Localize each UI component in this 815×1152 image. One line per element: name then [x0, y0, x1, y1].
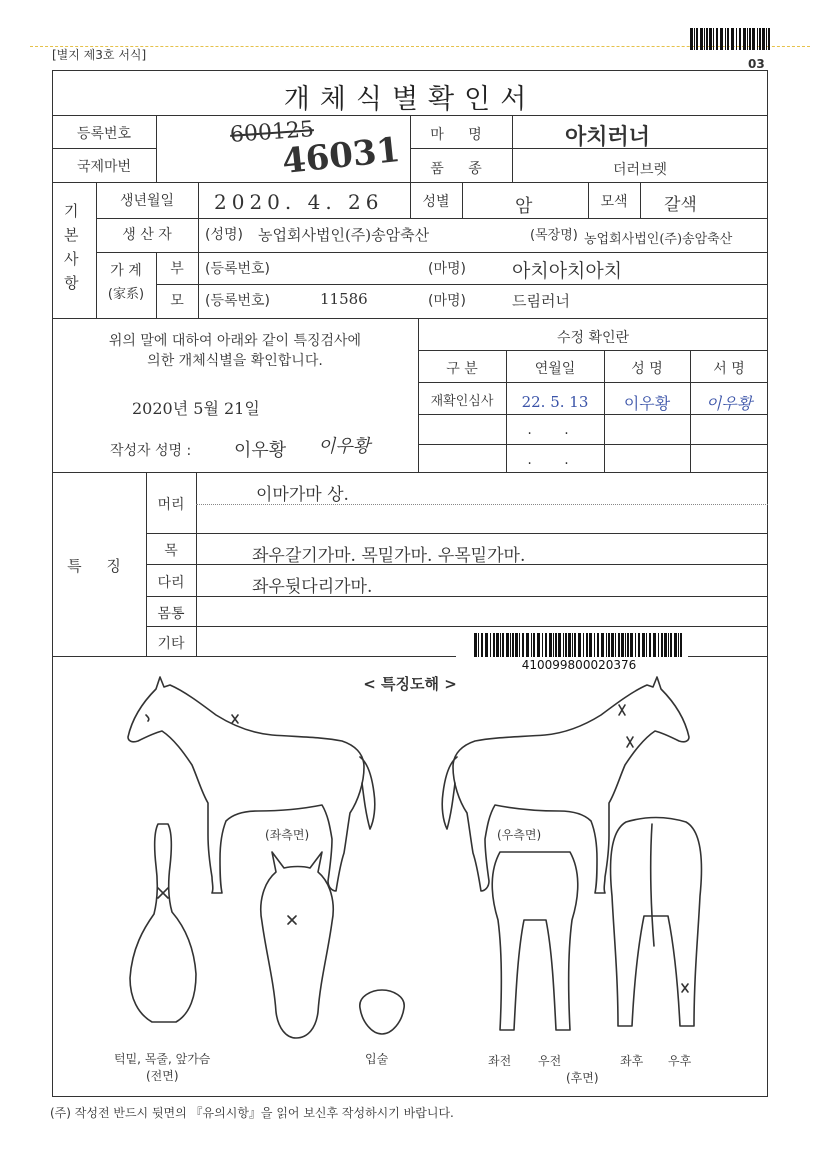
lip-label: 입술 — [365, 1052, 389, 1066]
left-side-label: (좌측면) — [265, 828, 310, 842]
statement-line-2: 의한 개체식별을 확인합니다. — [147, 353, 323, 369]
horse-head-front — [252, 842, 342, 1042]
color-value: 갈색 — [664, 195, 697, 215]
legs-value: 좌우뒷다리가마. — [252, 577, 373, 597]
intl-no-label: 국제마번 — [76, 159, 132, 175]
sire-name-label: (마명) — [428, 261, 466, 277]
sire-reg-label: (등록번호) — [205, 261, 271, 277]
horse-name-value: 아치러너 — [565, 124, 651, 150]
form-number: [별지 제3호 서식] — [52, 48, 147, 62]
reg-no-struck: 600125 — [229, 117, 315, 148]
footer-note: (주) 작성전 반드시 뒷면의 『유의시항』을 읽어 보신후 작성하시기 바랍니다. — [50, 1106, 454, 1120]
farm-value: 농업회사법인(주)송암축산 — [584, 232, 733, 247]
other-label: 기타 — [157, 636, 185, 652]
writer-label: 작성자 성명 : — [110, 443, 192, 459]
revision-row-1-name: 이우황 — [623, 394, 671, 413]
basic-section-label-1: 기 — [64, 202, 79, 220]
sire-name-value: 아치아치아치 — [512, 260, 623, 282]
revision-col-name: 성 명 — [631, 361, 663, 377]
breed-value: 더러브렛 — [612, 162, 668, 178]
birth-value: 2020. 4. 26 — [214, 190, 384, 214]
page-title: 개체식별확인서 — [283, 84, 537, 115]
page-number: 03 — [748, 57, 765, 71]
left-front-label: 좌전 — [488, 1054, 512, 1068]
revision-col-sign: 서 명 — [713, 361, 745, 377]
revision-row-3-date: . . — [527, 452, 583, 468]
writer-name: 이우황 — [234, 440, 287, 461]
features-section-label: 특 징 — [67, 557, 131, 575]
statement-line-1: 위의 말에 대하여 아래와 같이 특징검사에 — [108, 333, 362, 349]
horse-chest-view — [124, 818, 204, 1038]
producer-label: 생 산 자 — [122, 227, 172, 243]
birth-label: 생년월일 — [119, 193, 175, 209]
body-label: 몸통 — [157, 606, 185, 622]
mid-barcode — [474, 633, 684, 657]
sex-label: 성별 — [422, 194, 450, 210]
confirm-date: 2020년 5월 21일 — [132, 399, 260, 418]
dam-name-value: 드림러너 — [512, 292, 570, 310]
basic-section-label-2: 본 — [64, 226, 79, 244]
producer-name-label: (성명) — [205, 227, 243, 243]
reg-no-value: 46031 — [280, 129, 403, 183]
neck-value: 좌우갈기가마. 목밑가마. 우목밑가마. — [252, 546, 526, 566]
revision-title: 수정 확인란 — [556, 330, 630, 346]
family-sub: (家系) — [107, 287, 145, 302]
right-front-label: 우전 — [538, 1054, 562, 1068]
neck-label: 목 — [164, 543, 178, 559]
producer-name-value: 농업회사법인(주)송암축산 — [258, 226, 430, 244]
dam-label: 모 — [170, 293, 184, 309]
top-barcode — [690, 28, 770, 56]
revision-col-date: 연월일 — [534, 361, 576, 377]
head-label: 머리 — [157, 497, 185, 513]
head-value: 이마가마 상. — [256, 485, 349, 505]
horse-name-label: 마 명 — [430, 127, 492, 143]
right-side-label: (우측면) — [497, 828, 542, 842]
legs-label: 다리 — [157, 575, 185, 591]
writer-sign: 이우황 — [318, 436, 371, 457]
revision-col-type: 구 분 — [446, 361, 478, 377]
revision-row-2-date: . . — [527, 422, 583, 438]
left-rear-label: 좌후 — [620, 1054, 644, 1068]
revision-row-1-type: 재확인심사 — [430, 394, 494, 409]
dam-reg-value: 11586 — [320, 290, 368, 308]
revision-row-1-sign: 이우황 — [705, 394, 753, 413]
basic-section-label-3: 사 — [64, 250, 79, 268]
farm-label: (목장명) — [530, 228, 578, 243]
revision-row-1-date: 22. 5. 13 — [521, 393, 589, 411]
rear-label: (후면) — [566, 1071, 599, 1085]
dam-name-label: (마명) — [428, 293, 466, 309]
dam-reg-label: (등록번호) — [205, 293, 271, 309]
right-rear-label: 우후 — [668, 1054, 692, 1068]
chest-label: 턱밑, 목줄, 앞가슴 — [114, 1052, 211, 1066]
color-label: 모색 — [600, 194, 628, 210]
front-label: (전면) — [146, 1069, 179, 1083]
sire-label: 부 — [170, 261, 184, 277]
horse-rear-view — [606, 816, 706, 1046]
diagram-title: < 특징도해 > — [363, 675, 457, 693]
mid-barcode-number: 410099800020376 — [521, 658, 637, 672]
family-label: 가 계 — [110, 263, 142, 279]
reg-no-label: 등록번호 — [76, 126, 132, 142]
basic-section-label-4: 항 — [64, 274, 79, 292]
sex-value: 암 — [515, 196, 533, 217]
horse-lips — [352, 988, 412, 1038]
breed-label: 품 종 — [430, 161, 492, 177]
horse-front-legs — [480, 850, 590, 1050]
